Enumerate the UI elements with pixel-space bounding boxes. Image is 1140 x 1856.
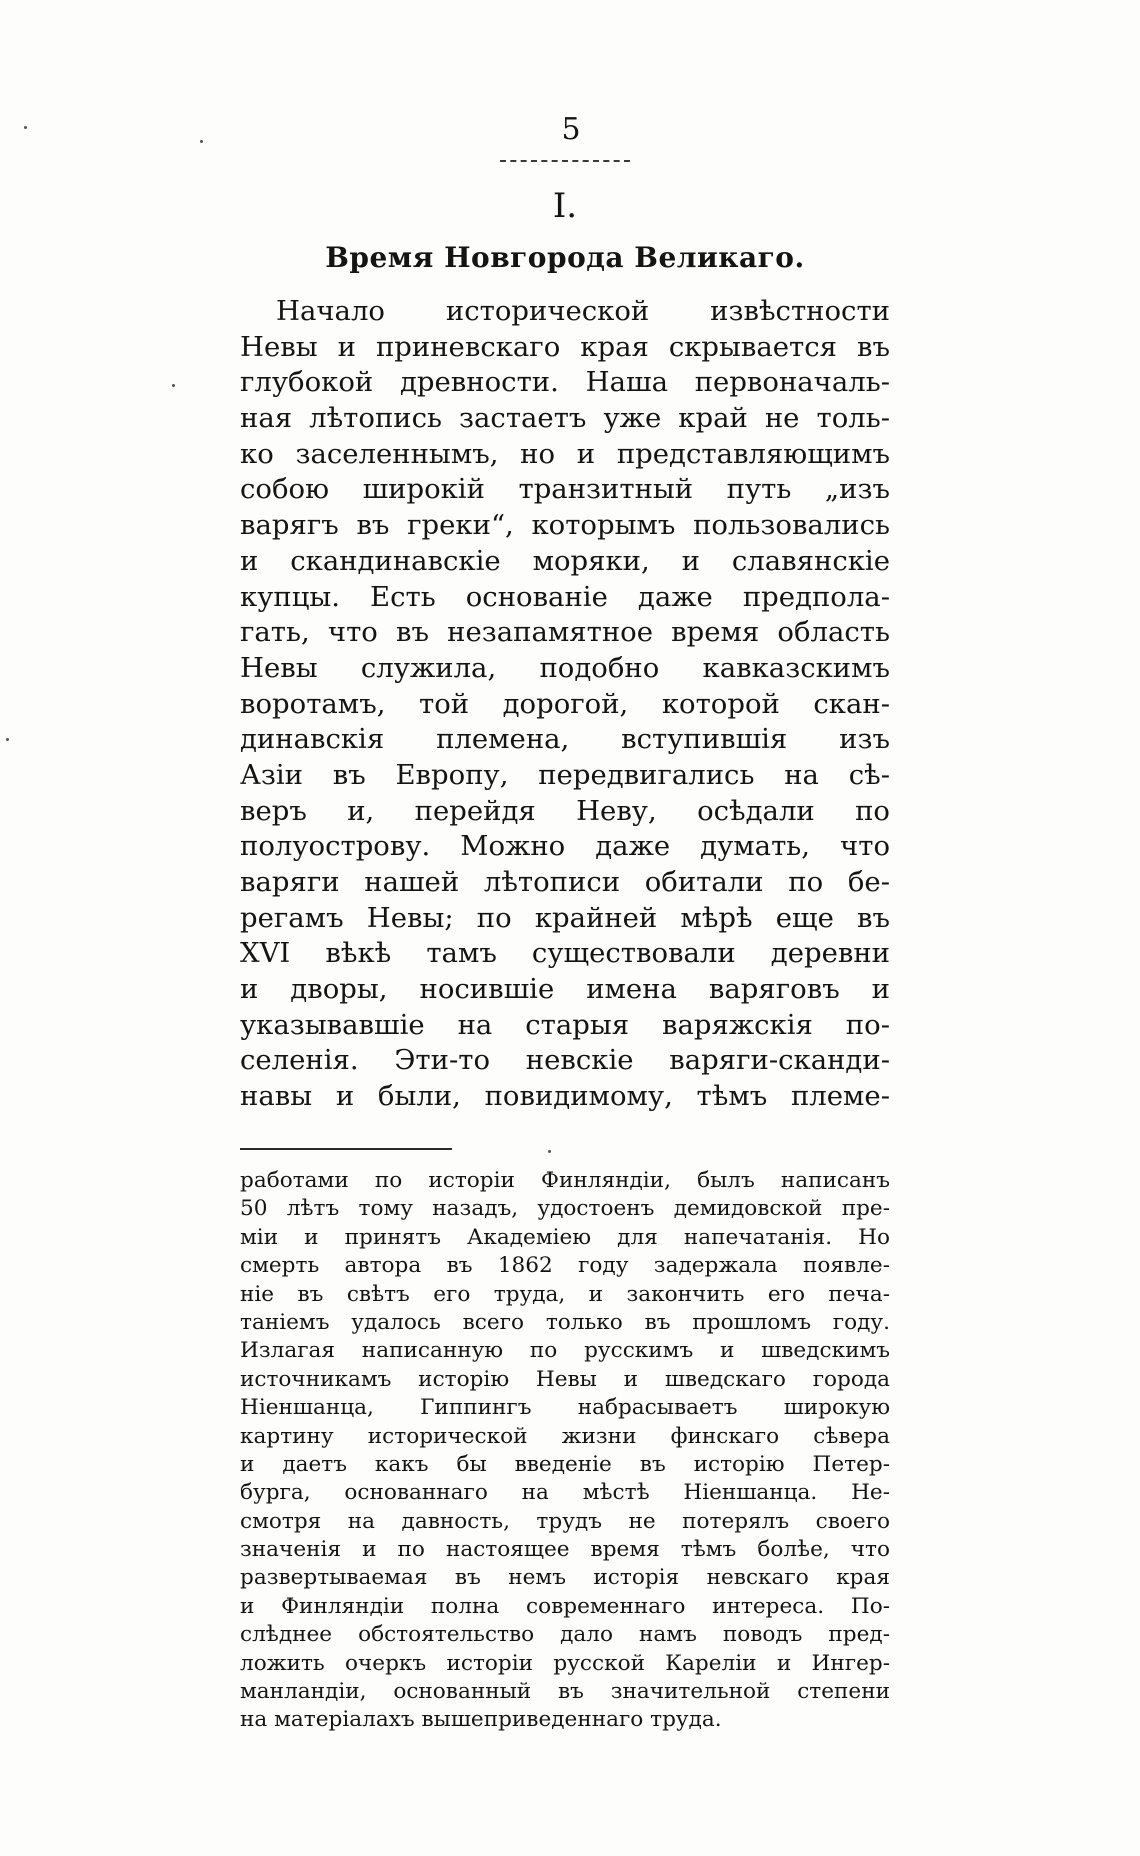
- footnote-line: развертываемая въ немъ исторія невскаго края: [240, 1565, 890, 1591]
- footnote-line: картину исторической жизни финскаго сѣвера: [240, 1423, 890, 1449]
- footnote-rule: [240, 1148, 452, 1150]
- text-line: варяги нашей лѣтописи обитали по бе-: [240, 866, 890, 898]
- ink-speck: [6, 738, 9, 741]
- footnote-line: таніемъ удалось всего только въ прошломъ году.: [240, 1309, 890, 1335]
- footnote-line: слѣднее обстоятельство дало намъ поводъ пред-: [240, 1622, 890, 1648]
- text-line: веръ и, перейдя Неву, осѣдали по: [240, 794, 890, 827]
- text-line: гать, что въ незапамятное время область: [240, 616, 890, 649]
- text-line: варягъ въ греки“, которымъ пользовались: [240, 509, 890, 542]
- text-line: Невы служила, подобно кавказскимъ: [240, 651, 890, 684]
- text-line: Азіи въ Европу, передвигались на сѣ-: [240, 758, 890, 791]
- footnote-line: бурга, основаннаго на мѣстѣ Ніеншанца. Не-: [240, 1480, 890, 1506]
- footnote-line: манландіи, основанный въ значительной степени: [240, 1679, 890, 1705]
- ink-speck: [200, 140, 203, 143]
- chapter-title: Время Новгорода Великаго.: [325, 241, 805, 274]
- text-line: динавскія племена, вступившія изъ: [240, 723, 890, 756]
- chapter-number: I.: [552, 186, 578, 226]
- text-line: ная лѣтопись застаетъ уже край не толь-: [240, 402, 890, 435]
- footnote-line: на матеріалахъ вышеприведеннаго труда.: [240, 1707, 722, 1733]
- text-line: XVI вѣкѣ тамъ существовали деревни: [240, 937, 890, 970]
- text-line: и скандинавскіе моряки, и славянскіе: [240, 544, 890, 577]
- ink-speck: [172, 384, 175, 387]
- text-line: указывавшіе на старыя варяжскія по-: [240, 1008, 890, 1041]
- text-line: и дворы, носившіе имена варяговъ и: [240, 973, 890, 1006]
- text-line: Начало исторической извѣстности: [276, 295, 890, 327]
- ink-speck: [548, 1150, 551, 1153]
- footnote-line: міи и принятъ Академіею для напечатанія. Но: [240, 1224, 890, 1250]
- text-line: глубокой древности. Наша первоначаль-: [240, 366, 890, 399]
- text-line: ко заселеннымъ, но и представляющимъ: [240, 437, 890, 470]
- ink-speck: [24, 126, 27, 129]
- text-line: воротамъ, той дорогой, которой скан-: [240, 687, 890, 720]
- footnote-line: ніе въ свѣтъ его труда, и закончить его печа-: [240, 1281, 890, 1307]
- footnote-line: Излагая написанную по русскимъ и шведскимъ: [240, 1338, 890, 1364]
- footnote-line: работами по исторіи Финляндіи, былъ написанъ: [240, 1168, 890, 1193]
- text-line: Невы и приневскаго края скрывается въ: [240, 330, 890, 363]
- footnote-line: смотря на давность, трудъ не потерялъ своего: [240, 1508, 890, 1534]
- footnote: [240, 1167, 890, 1735]
- footnote-line: значенія и по настоящее время тѣмъ болѣе, что: [240, 1537, 890, 1563]
- footnote-line: и Финляндіи полна современнаго интереса. По-: [240, 1593, 890, 1619]
- footnote-line: Ніеншанца, Гиппингъ набрасываетъ широкую: [240, 1395, 890, 1421]
- footnote-line: смерть автора въ 1862 году задержала появле-: [240, 1253, 890, 1279]
- text-line: купцы. Есть основаніе даже предпола-: [240, 580, 890, 613]
- page-number: 5: [561, 112, 581, 147]
- text-line: селенія. Эти-то невскіе варяги-сканди-: [240, 1044, 890, 1077]
- text-line: собою широкій транзитный путь „изъ: [240, 473, 890, 506]
- footnote-line: и даетъ какъ бы введеніе въ исторію Петер-: [240, 1451, 890, 1477]
- text-line: регамъ Невы; по крайней мѣрѣ еще въ: [240, 901, 890, 934]
- text-line: навы и были, повидимому, тѣмъ племе-: [240, 1080, 890, 1113]
- text-line: полуострову. Можно даже думать, что: [240, 830, 890, 863]
- footnote-line: источникамъ исторію Невы и шведскаго города: [240, 1366, 890, 1392]
- page-number-rule: [500, 160, 630, 162]
- footnote-line: ложить очеркъ исторіи русской Кареліи и Ингер-: [240, 1650, 890, 1676]
- footnote-line: 50 лѣтъ тому назадъ, удостоенъ демидовской пре-: [240, 1196, 890, 1222]
- main-text: [240, 294, 890, 1115]
